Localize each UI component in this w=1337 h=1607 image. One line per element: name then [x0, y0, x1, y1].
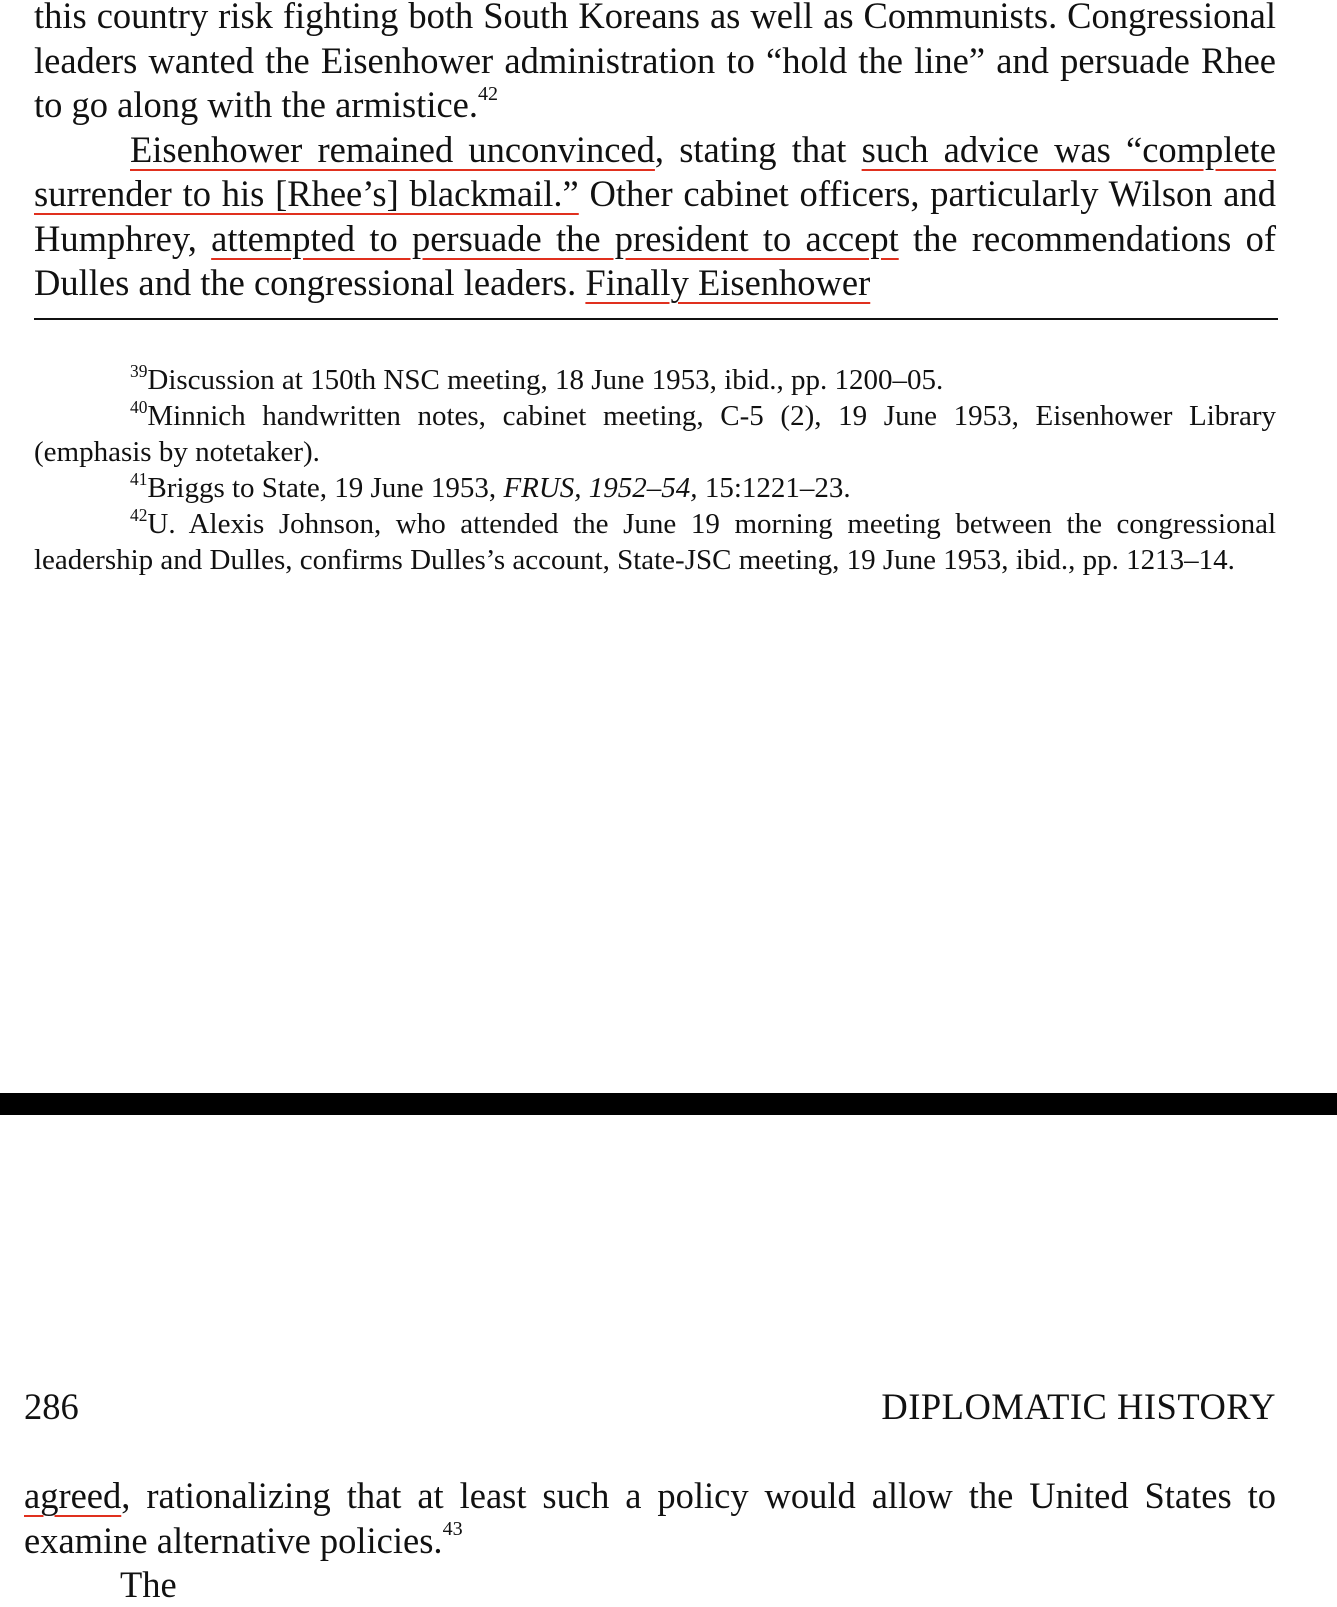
body-text-top [34, 0, 1276, 306]
footnote-42 [34, 506, 1276, 578]
page-number: 286 [24, 1386, 79, 1427]
highlight-annotation: agreed [24, 1475, 122, 1516]
footnote-text: 15:1221–23. [697, 472, 851, 504]
page-header [24, 1382, 1276, 1432]
highlight-annotation: Finally Eisenhower [585, 262, 871, 303]
body-text-bottom [24, 1474, 1276, 1607]
footnote-text: Minnich handwritten notes, cabinet meeting, C-5 (2), 19 June 1953, Eisenhower Library (emphasis by notetaker). [34, 400, 1276, 468]
footnote-text: Discussion at 150th NSC meeting, 18 June 1953, ibid., pp. 1200–05. [147, 364, 944, 396]
page-break-bar [0, 1093, 1337, 1115]
paragraph-text: , stating that [654, 128, 862, 170]
footnote-41 [34, 470, 1276, 506]
footnote-number: 40 [130, 396, 148, 417]
highlight-annotation: attempted to persuade the president to accept [211, 217, 899, 259]
footnote-text: U. Alexis Johnson, who attended the June 19 morning meeting between the congressional leadership and Dulles, confirms Dulles’s account, State-JSC meeting, 19 June 1953, ibid., pp. 1213–14. [34, 508, 1276, 576]
highlight-annotation: Eisenhower remained unconvinced [130, 128, 655, 170]
highlight-annotation: such advice was “complete surrender to his [Rhee’s] blackmail.” [34, 128, 1276, 214]
footnote-ref-43[interactable]: 43 [442, 1518, 463, 1541]
paragraph-text: the recommendations of Dulles and the congressional leaders. [34, 217, 1276, 303]
paragraph-next-partial [24, 1563, 1276, 1607]
paragraph-agreed [24, 1474, 1276, 1563]
footnote-rule [34, 318, 1278, 320]
paragraph-text: , rationalizing that at least such a policy would allow the United States to examine alternative policies. [24, 1475, 1276, 1561]
paragraph-text: Other cabinet officers, particularly Wilson and Humphrey, [34, 173, 1277, 259]
paragraph-text: this country risk fighting both South Koreans as well as Communists. Congressional leaders wanted the Eisenhower administration to “hold the line” and persuade Rhee to go along with the armistice. [34, 0, 1276, 125]
footnote-number: 42 [130, 504, 148, 525]
running-head: DIPLOMATIC HISTORY [881, 1386, 1276, 1427]
footnote-number: 39 [130, 360, 148, 381]
footnote-number: 41 [130, 468, 148, 489]
paragraph-eisenhower-unconvinced [34, 128, 1276, 306]
paragraph-text: The [120, 1564, 177, 1605]
footnotes-section [34, 362, 1276, 578]
paragraph-rhee-risk [34, 0, 1276, 128]
footnote-40 [34, 398, 1276, 470]
footnote-italic-title: FRUS, 1952–54, [503, 472, 698, 504]
footnote-ref-42[interactable]: 42 [478, 82, 499, 105]
footnote-39 [34, 362, 1276, 398]
footnote-text: Briggs to State, 19 June 1953, [147, 472, 504, 504]
